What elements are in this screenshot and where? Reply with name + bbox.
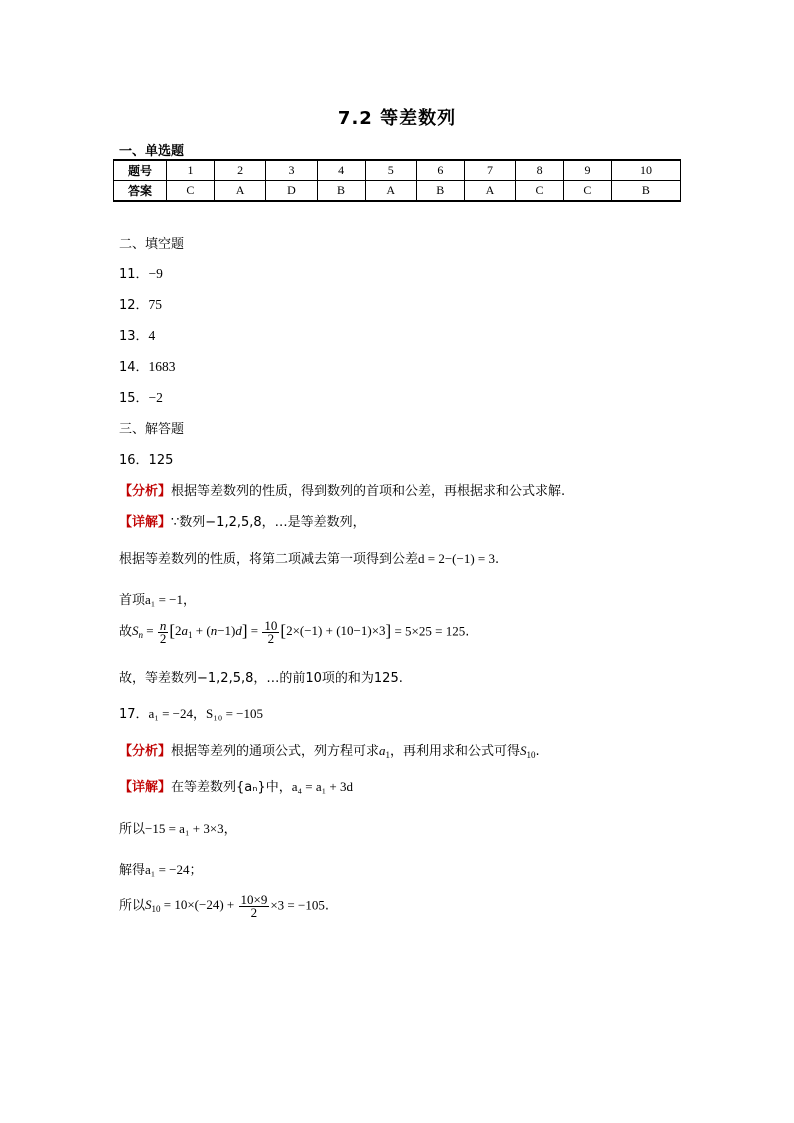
question-number: 15．	[119, 391, 149, 406]
table-cell: 2	[214, 160, 265, 181]
q16-analysis	[119, 480, 565, 499]
table-cell: 7	[464, 160, 515, 181]
question-number: 11．	[119, 267, 149, 282]
table-cell: B	[611, 181, 680, 202]
table-cell: 10	[611, 160, 680, 181]
step3-formula: $S_{10} = 10\times(-24)$ + $\frac{10\times 9}{2}$	[145, 892, 268, 920]
answer-s10: S₁₀ = −105	[206, 706, 263, 721]
first-term-label: 首项	[119, 593, 146, 608]
question-number: 12．	[119, 298, 149, 313]
comma-mark: ，	[193, 707, 207, 722]
fill-answer	[119, 356, 176, 375]
table-cell: B	[416, 181, 464, 202]
table-cell: A	[365, 181, 416, 202]
q16-answer: 16．125	[119, 453, 174, 468]
period-mark: .	[465, 624, 470, 640]
a1-symbol: $a_1$	[379, 743, 391, 760]
comma-mark: ，	[223, 822, 237, 837]
section-fill-blank: 二、填空题	[119, 237, 185, 252]
detail-tag: 【详解】	[119, 515, 172, 530]
q17-detail	[119, 776, 353, 795]
question-number: 14．	[119, 360, 149, 375]
question-number: 17．	[119, 707, 149, 722]
analysis-tag: 【分析】	[119, 744, 172, 759]
question-number: 13．	[119, 329, 149, 344]
analysis-tag: 【分析】	[119, 484, 172, 499]
table-cell: 6	[416, 160, 464, 181]
table-cell: C	[516, 181, 564, 202]
analysis-text: 根据等差列的通项公式，列方程可求	[171, 744, 380, 759]
table-cell: A	[214, 181, 265, 202]
row-label-answer: 答案	[114, 181, 167, 202]
answer-value: 75	[148, 297, 163, 312]
semicolon-mark: ；	[189, 863, 203, 878]
sum-formula: $S_n$ = $\frac{n}{2}$ $[2a_1 + (n-1)d]$ = $\frac{10}{2}$ [2×(−1) + (10−1)×3]	[132, 618, 392, 646]
sum-result: = 5×25 = 125	[394, 623, 466, 639]
step-label: 解得	[119, 863, 146, 878]
step3-result: ×3 = −105	[270, 897, 325, 913]
detail-text: 根据等差数列的性质，将第二项减去第一项得到公差	[119, 552, 419, 567]
table-cell: 5	[365, 160, 416, 181]
comma-mark: ，	[182, 593, 196, 608]
fill-answer	[119, 263, 163, 282]
table-row-answers	[114, 181, 681, 202]
period-mark: .	[495, 552, 500, 567]
table-cell: C	[167, 181, 215, 202]
table-cell: 3	[266, 160, 317, 181]
table-cell: C	[564, 181, 612, 202]
table-cell: 4	[317, 160, 365, 181]
q16-sum-formula	[119, 620, 469, 645]
period-mark: .	[324, 898, 329, 914]
step-formula: −15 = a₁ + 3×3	[145, 821, 224, 836]
q16-common-difference	[119, 548, 499, 567]
d-formula: d = 2−(−1) = 3	[418, 551, 495, 566]
table-cell: A	[464, 181, 515, 202]
table-cell: 1	[167, 160, 215, 181]
table-cell: D	[266, 181, 317, 202]
step-label: 所以	[119, 822, 146, 837]
detail-text: 在等差数列{aₙ}中，	[171, 780, 292, 795]
fill-answer	[119, 387, 163, 406]
answer-value: −2	[148, 390, 163, 405]
q17-answer	[119, 703, 263, 722]
fill-answer	[119, 294, 162, 313]
detail-text: ∵数列−1,2,5,8，…是等差数列，	[171, 515, 366, 530]
answer-a1: a₁ = −24	[148, 706, 194, 721]
table-row-numbers	[114, 160, 681, 181]
first-term-formula: a₁ = −1	[145, 592, 183, 607]
answer-value: 1683	[148, 359, 176, 374]
section-single-choice: 一、单选题	[119, 144, 185, 159]
q17-step1	[119, 818, 237, 837]
table-cell: 8	[516, 160, 564, 181]
step-label: 所以	[119, 898, 146, 914]
analysis-text: ，再利用求和公式可得	[390, 744, 521, 759]
q17-analysis	[119, 740, 540, 760]
row-label-number: 题号	[114, 160, 167, 181]
q17-step3	[119, 894, 329, 919]
table-cell: B	[317, 181, 365, 202]
detail-tag: 【详解】	[119, 780, 172, 795]
fill-answer	[119, 325, 155, 344]
answer-value: 4	[148, 328, 156, 343]
table-cell: 9	[564, 160, 612, 181]
s10-symbol: $S_{10}$	[520, 743, 536, 760]
answer-value: −9	[148, 266, 163, 281]
sum-prefix: 故	[119, 624, 133, 640]
q17-step2	[119, 859, 203, 878]
period-mark: .	[535, 744, 540, 759]
q16-first-term	[119, 589, 196, 608]
step-formula: a₁ = −24	[145, 862, 190, 877]
analysis-text: 根据等差数列的性质，得到数列的首项和公差，再根据求和公式求解.	[171, 484, 566, 499]
answer-table	[113, 159, 681, 202]
detail-formula: a₄ = a₁ + 3d	[291, 779, 353, 794]
section-solution: 三、解答题	[119, 422, 185, 437]
q16-conclusion: 故，等差数列−1,2,5,8，…的前10项的和为125.	[119, 671, 403, 686]
q16-detail	[119, 511, 366, 530]
page-title: 7.2 等差数列	[337, 108, 457, 129]
